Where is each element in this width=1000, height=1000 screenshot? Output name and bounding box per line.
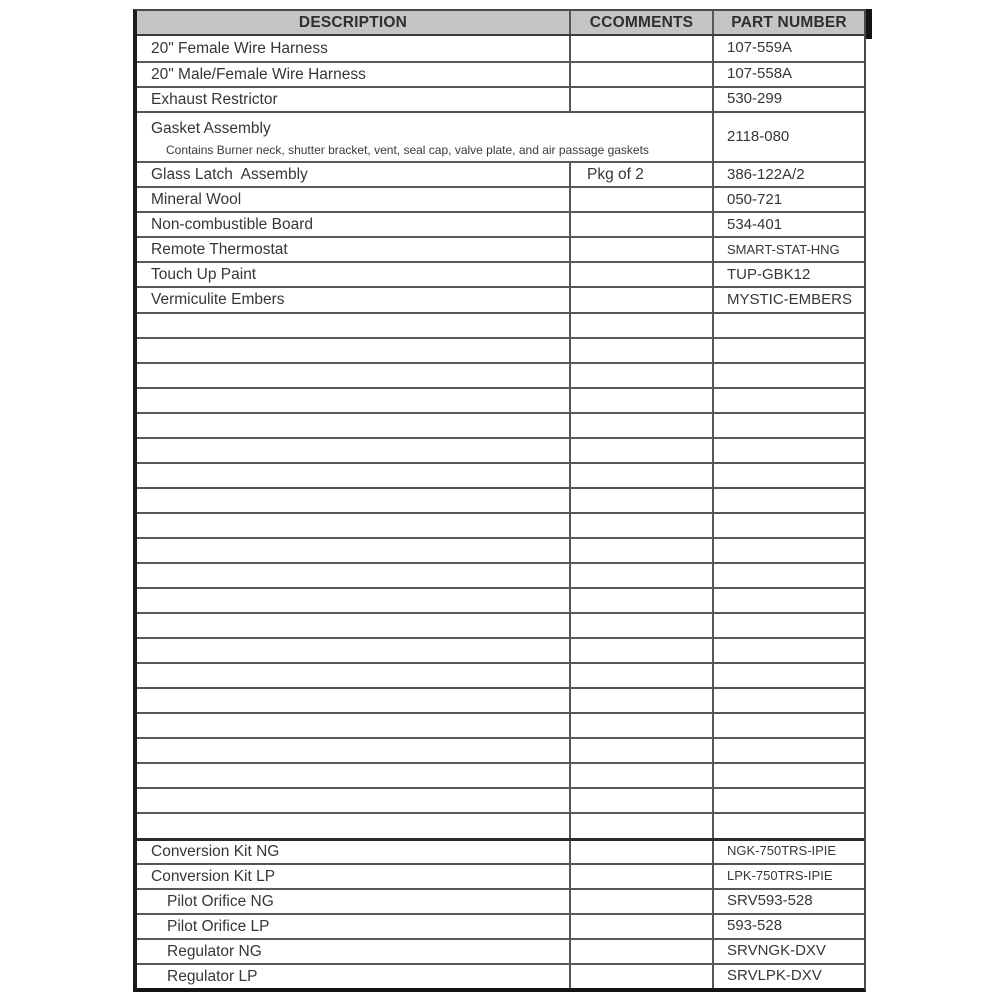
comments-cell <box>569 789 712 812</box>
comments-cell <box>569 940 712 963</box>
table-row <box>137 61 864 86</box>
description-cell <box>137 789 569 812</box>
table-body <box>137 36 864 988</box>
table-row <box>137 537 864 562</box>
table-row <box>137 637 864 662</box>
part-number-cell: SRVNGK-DXV <box>712 940 864 963</box>
description-cell <box>137 364 569 387</box>
description-cell <box>137 314 569 337</box>
part-number-cell: 593-528 <box>712 915 864 938</box>
table-header-row <box>137 11 864 36</box>
description-subtext: Contains Burner neck, shutter bracket, vent, seal cap, valve plate, and air passage gaskets <box>166 142 649 157</box>
comments-cell <box>569 614 712 637</box>
table-row <box>137 938 864 963</box>
table-row <box>137 863 864 888</box>
comments-cell <box>569 238 712 261</box>
description-text: Gasket Assembly <box>151 119 271 137</box>
part-number-cell: 050-721 <box>712 188 864 211</box>
description-cell <box>137 514 569 537</box>
part-number-cell: 107-559A <box>712 36 864 61</box>
description-cell <box>137 764 569 787</box>
part-number-cell <box>712 339 864 362</box>
table-row <box>137 712 864 737</box>
description-cell: Conversion Kit NG <box>151 843 280 860</box>
part-number-cell <box>712 589 864 612</box>
description-cell <box>137 489 569 512</box>
comments-cell <box>569 213 712 236</box>
part-number-cell <box>712 314 864 337</box>
part-number-cell <box>712 514 864 537</box>
description-cell <box>137 339 569 362</box>
column-header-description: DESCRIPTION <box>298 13 408 31</box>
description-cell: Mineral Wool <box>151 191 242 209</box>
table-row <box>137 512 864 537</box>
comments-cell <box>569 841 712 863</box>
part-number-cell <box>712 639 864 662</box>
table-row <box>137 111 864 161</box>
description-cell: Non-combustible Board <box>151 216 313 234</box>
part-number-cell <box>712 539 864 562</box>
description-cell <box>137 739 569 762</box>
table-row <box>137 662 864 687</box>
part-number-cell <box>712 814 864 837</box>
table-row <box>137 762 864 787</box>
part-number-cell <box>712 364 864 387</box>
description-cell: 20" Female Wire Harness <box>151 40 328 57</box>
comments-cell <box>569 339 712 362</box>
description-cell <box>137 689 569 712</box>
part-number-cell: TUP-GBK12 <box>712 263 864 286</box>
comments-cell <box>569 589 712 612</box>
part-number-cell: 534-401 <box>712 213 864 236</box>
table-row <box>137 562 864 587</box>
comments-cell <box>569 439 712 462</box>
comments-cell <box>569 489 712 512</box>
description-cell <box>137 113 712 161</box>
table-row <box>137 387 864 412</box>
part-number-cell: SRV593-528 <box>712 890 864 913</box>
comments-cell <box>569 764 712 787</box>
comments-cell <box>569 689 712 712</box>
comments-cell <box>569 188 712 211</box>
part-number-cell <box>712 489 864 512</box>
description-cell <box>137 814 569 837</box>
comments-cell <box>569 739 712 762</box>
part-number-cell <box>712 764 864 787</box>
description-cell <box>137 389 569 412</box>
part-number-cell <box>712 614 864 637</box>
description-cell: 20" Male/Female Wire Harness <box>151 66 366 84</box>
description-cell: Regulator NG <box>167 942 262 960</box>
table-row <box>137 261 864 286</box>
comments-cell <box>569 664 712 687</box>
part-number-cell <box>712 414 864 437</box>
table-row <box>137 587 864 612</box>
comments-cell: Pkg of 2 <box>569 163 712 186</box>
column-header-comments: CCOMMENTS <box>569 11 712 34</box>
part-number-cell: NGK-750TRS-IPIE <box>712 841 864 863</box>
part-number-cell <box>712 389 864 412</box>
part-number-cell <box>712 564 864 587</box>
table-row <box>137 362 864 387</box>
table-row <box>137 963 864 988</box>
description-cell <box>137 664 569 687</box>
description-cell <box>137 439 569 462</box>
table-row <box>137 86 864 111</box>
comments-cell <box>569 88 712 111</box>
table-row <box>137 312 864 337</box>
table-row <box>137 412 864 437</box>
part-number-cell: 2118-080 <box>712 113 864 161</box>
description-cell: Pilot Orifice LP <box>167 917 270 935</box>
description-cell: Conversion Kit LP <box>151 867 276 885</box>
comments-cell <box>569 915 712 938</box>
description-cell: Glass Latch Assembly <box>151 166 308 184</box>
description-cell <box>137 589 569 612</box>
parts-table <box>133 9 866 992</box>
part-number-cell <box>712 714 864 737</box>
comments-cell <box>569 890 712 913</box>
table-row <box>137 286 864 311</box>
part-number-cell: SRVLPK-DXV <box>712 965 864 988</box>
part-number-cell <box>712 789 864 812</box>
description-cell: Touch Up Paint <box>151 266 257 284</box>
comments-cell <box>569 414 712 437</box>
part-number-cell: LPK-750TRS-IPIE <box>712 865 864 888</box>
comments-cell <box>569 314 712 337</box>
comments-cell <box>569 36 712 61</box>
table-row <box>137 211 864 236</box>
part-number-cell <box>712 439 864 462</box>
part-number-cell: 386-122A/2 <box>712 163 864 186</box>
table-row <box>137 888 864 913</box>
part-number-cell <box>712 689 864 712</box>
description-cell: Remote Thermostat <box>151 241 288 259</box>
description-cell: Regulator LP <box>167 967 258 985</box>
table-row <box>137 913 864 938</box>
comments-cell <box>569 965 712 988</box>
table-row <box>137 487 864 512</box>
comments-cell <box>569 564 712 587</box>
table-row <box>137 612 864 637</box>
part-number-cell: 530-299 <box>712 88 864 111</box>
table-row <box>137 36 864 61</box>
description-cell <box>137 464 569 487</box>
comments-cell <box>569 464 712 487</box>
part-number-cell: 107-558A <box>712 63 864 86</box>
description-cell: Vermiculite Embers <box>151 291 285 309</box>
table-row <box>137 737 864 762</box>
comments-cell <box>569 263 712 286</box>
part-number-cell <box>712 464 864 487</box>
part-number-cell <box>712 739 864 762</box>
description-cell <box>137 539 569 562</box>
comments-cell <box>569 539 712 562</box>
comments-cell <box>569 865 712 888</box>
comments-cell <box>569 389 712 412</box>
table-row <box>137 186 864 211</box>
comments-cell <box>569 288 712 311</box>
table-row <box>137 838 864 863</box>
table-row <box>137 687 864 712</box>
part-number-cell: MYSTIC-EMBERS <box>712 288 864 311</box>
description-cell <box>137 564 569 587</box>
description-cell <box>137 639 569 662</box>
description-cell: Pilot Orifice NG <box>167 892 274 910</box>
table-row <box>137 161 864 186</box>
description-cell: Exhaust Restrictor <box>151 91 278 109</box>
table-row <box>137 337 864 362</box>
comments-cell <box>569 364 712 387</box>
description-cell <box>137 714 569 737</box>
table-row <box>137 437 864 462</box>
comments-cell <box>569 63 712 86</box>
description-cell <box>137 414 569 437</box>
part-number-cell <box>712 664 864 687</box>
part-number-cell: SMART-STAT-HNG <box>712 238 864 261</box>
table-row <box>137 236 864 261</box>
table-row <box>137 812 864 837</box>
comments-cell <box>569 714 712 737</box>
column-header-part-number: PART NUMBER <box>712 11 864 34</box>
comments-cell <box>569 814 712 837</box>
comments-cell <box>569 639 712 662</box>
table-row <box>137 787 864 812</box>
header-right-border-mark <box>866 9 872 39</box>
table-row <box>137 462 864 487</box>
comments-cell <box>569 514 712 537</box>
description-cell <box>137 614 569 637</box>
